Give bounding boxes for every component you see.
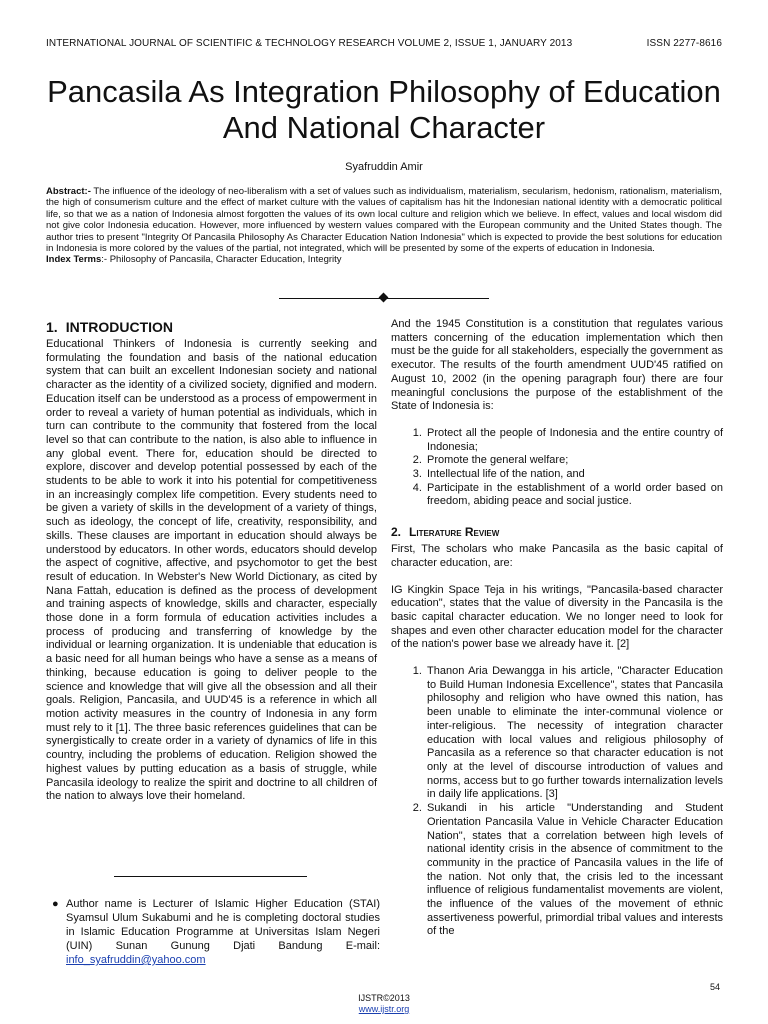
- index-terms-label: Index Terms: [46, 254, 102, 266]
- list-item: 4. Participate in the establishment of a world order based on freedom, abiding peace and social justice.: [425, 482, 723, 509]
- author-email-link[interactable]: info_syafruddin@yahoo.com: [66, 954, 206, 966]
- list-item: 2. Promote the general welfare;: [425, 454, 723, 468]
- right-column: [391, 318, 723, 939]
- separator: [279, 298, 489, 299]
- index-terms-text: :- Philosophy of Pancasila, Character Education, Integrity: [101, 254, 342, 266]
- journal-name: INTERNATIONAL JOURNAL OF SCIENTIFIC & TECHNOLOGY RESEARCH VOLUME 2, ISSUE 1, JANUARY 2013: [46, 38, 573, 49]
- list-item: 3. Intellectual life of the nation, and: [425, 468, 723, 482]
- list-item: 1. Thanon Aria Dewangga in his article, "Character Education to Build Human Indonesia Excellence", states that Pancasila philosophy and religion who have owned this nation, has been unable to eliminate the inter-communal violence or inter-religious. The necessity of integration character education with local values and religious philosophy of Pancasila as a reference so that character education is not only at the level of discourse introduction of values and norms, access but to go further towards internalization levels in daily life applications. [3]: [425, 665, 723, 802]
- list-item: 1. Protect all the people of Indonesia and the entire country of Indonesia;: [425, 427, 723, 454]
- footnote-divider: [114, 876, 307, 877]
- author-name: Syafruddin Amir: [345, 161, 423, 173]
- abstract: [46, 186, 722, 266]
- page-number: 54: [710, 982, 721, 992]
- abstract-text: The influence of the ideology of neo-liberalism with a set of values such as individualism, materialism, secularism, hedonism, rationalism, materialism, the high of consumerism culture and the effect of market culture with the values of capitalism has hit the Indonesian national identity with a democratic political life, so that we as a nation of Indonesia almost forgotten the values of its own local culture and religion which we believe. In effect, values and local wisdom did not give color Indonesia education. However, more influenced by western values compared with the European community and the United States though. The author tries to present "Integrity Of Pancasila Philosophy As Character Education Nation Indonesia" which is expected to provide the best solutions for education in Indonesia is more colored by the values of the partial, not integrated, which will be presented by some of the experts of education in Indonesia.: [46, 186, 722, 255]
- journal-header: [46, 38, 722, 49]
- left-column: [46, 318, 377, 804]
- section-heading-literature-review: [391, 523, 723, 541]
- section-title: Literature Review: [409, 525, 500, 540]
- section-number: 1.: [46, 319, 58, 335]
- literature-intro: First, The scholars who make Pancasila as the basic capital of character education, are:: [391, 543, 723, 569]
- introduction-text: Educational Thinkers of Indonesia is currently seeking and formulating the foundation and basis of the national education system that can built an excellent Indonesian society and national character as the identity of a civilized society, dignified and modern. Education itself can be understood as a process of empowerment in order to reveal a variety of human potential as individuals, which in turn can contribute to the community that fostered from the local level so that can contribute to the nation, is also able to influence in any global event. There for, education should be directed to explore, discover and develop potential possessed by each of the students to be able to work it into his potential for competitiveness in an increasingly complex life competition. Every students need to be given a variety of skills in the development of a variety of things, such as ideology, the concept of life, creativity, responsibility, and skills. These clauses are important in education should always be understood by educators. In other words, educators should develop the aspect of cognitive, affective, and psychomotor to get the best result of education. In Webster's New World Dictionary, as cited by Nana Fattah, education is defined as the process of development and training aspects of knowledge, skills and character, especially those done in a form formula of education activities includes a process of producing and transferring of knowledge by the individual or learning organization. It is undeniable that education is a basic need for all human beings who have a sense as a means of thinking, because education is going to deliver people to the science and knowledge that will give all the obsession and all their goals. Religion, Pancasila, and UUD'45 is a reference in which all motion activity measures in the country of Indonesia in any form must rely to it [1]. The three basic references guidelines that can be synergistically to create order in a variety of dynamics of life in this country, including the problems of education. Religion showed the highest values by putting education as a basis of struggle, while Pancasila ideology to realize the spirit and doctrine to all children of the nation to always love their homeland.: [46, 338, 377, 803]
- copyright: IJSTR©2013: [358, 993, 410, 1003]
- list-item: 2. Sukandi in his article "Understanding and Student Orientation Pancasila Value in Vehicle Character Education Nation", states that a correlation between high levels of national identity crisis in the absence of commitment to the community in the practice of Pancasila values in the life of the nation. Not only that, the crisis led to the incessant influence of religious fundamentalist movements are violent, the influence of the values of the movement of ethnic assertiveness powerful, primordial tribal values and interests of the: [425, 802, 723, 939]
- purpose-list: [391, 427, 723, 509]
- issn: ISSN 2277-8616: [646, 38, 722, 49]
- abstract-label: Abstract:-: [46, 186, 91, 197]
- constitution-paragraph: And the 1945 Constitution is a constitution that regulates various matters concerning of the education implementation which then must be the guide for all stakeholders, especially the government as executor. The results of the fourth amendment UUD'45 ratified on August 10, 2002 (in the opening paragraph four) there are four meaningful conclusions the purpose of the establishment of the State of Indonesia is:: [391, 318, 723, 413]
- author-footnote: [52, 897, 380, 967]
- section-heading-introduction: [46, 318, 377, 336]
- diamond-icon: [379, 293, 389, 303]
- journal-url-link[interactable]: www.ijstr.org: [358, 1004, 410, 1014]
- bullet-icon: ●: [52, 898, 59, 910]
- kingkin-paragraph: IG Kingkin Space Teja in his writings, "Pancasila-based character education", states that the value of diversity in the Pancasila is the basic capital character education. We no longer need to look for shapes and even other character education model for the character of the nation's power base we already have it. [2]: [391, 583, 723, 651]
- page-footer: [0, 993, 768, 1015]
- section-title: INTRODUCTION: [65, 319, 174, 335]
- paper-title: Pancasila As Integration Philosophy of Education And National Character: [47, 74, 721, 145]
- footnote-text: Author name is Lecturer of Islamic Higher Education (STAI) Syamsul Ulum Sukabumi and he is completing doctoral studies in Islamic Education Programme at Universitas Islam Negeri (UIN) Sunan Gunung Djati Bandung E-mail:: [66, 898, 380, 952]
- section-number: 2.: [391, 525, 402, 540]
- scholar-list: [391, 665, 723, 939]
